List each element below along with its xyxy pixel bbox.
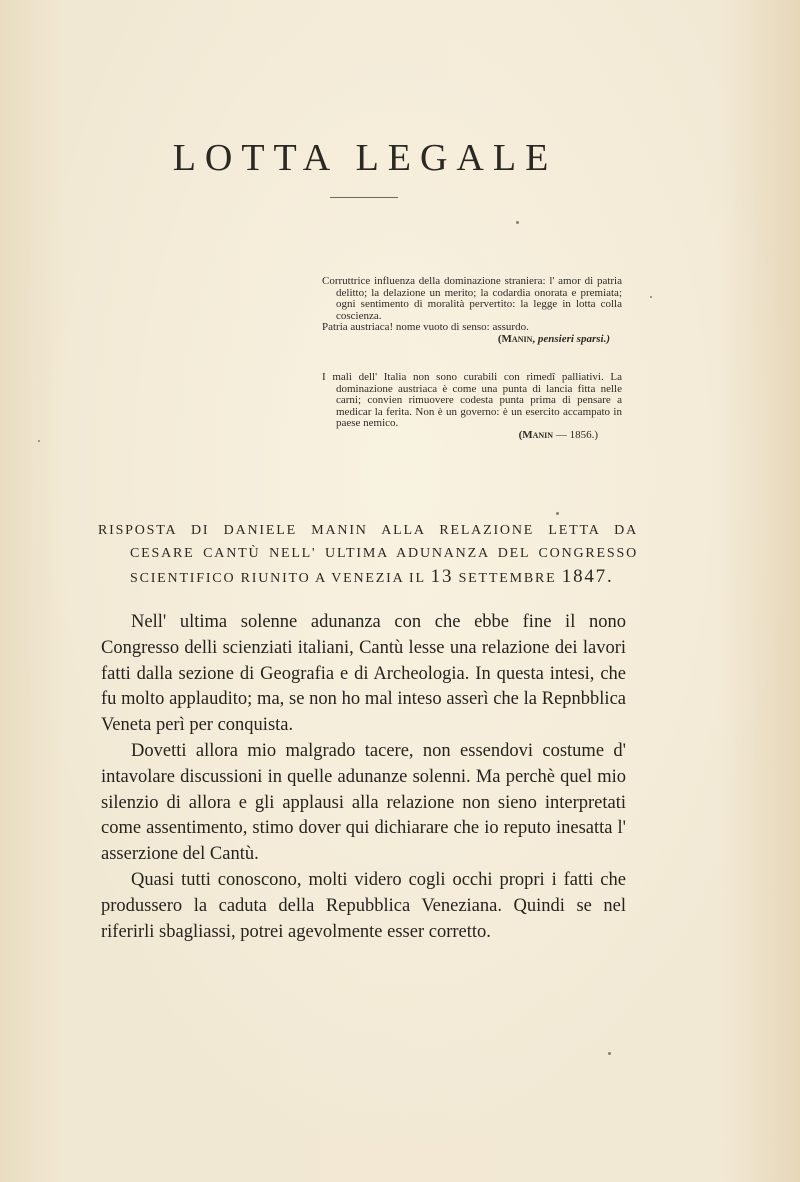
epigraph-1-line-2: Patria austriaca! nome vuoto di senso: assurdo. bbox=[322, 321, 529, 333]
epigraph-2 bbox=[322, 372, 622, 441]
heading-line-1: RISPOSTA DI DANIELE MANIN ALLA RELAZIONE LETTA DA bbox=[98, 523, 638, 538]
paragraph-2: Dovetti allora mio malgrado tacere, non essendovi costume d' intavolare discussioni in quelle adunanze solenni. Ma perchè quel mio silenzio di allora e gli applausi alla relazione non sieno interpretati come assentimento, stimo dover qui dichiarare che io reputo inesatta l' asserzione del Cantù. bbox=[101, 740, 626, 865]
body-text bbox=[101, 610, 626, 945]
epigraph-2-author: (Manin bbox=[518, 428, 554, 441]
epigraph-1-attribution bbox=[322, 334, 622, 346]
paper-speck bbox=[516, 221, 519, 224]
paragraph-3: Quasi tutti conoscono, molti videro cogli occhi propri i fatti che produssero la caduta della Repubblica Veneziana. Quindi se nel riferirli sbagliassi, potrei agevolmente esser corretto. bbox=[101, 869, 626, 942]
heading-year: 1847. bbox=[561, 566, 614, 587]
heading-line-3-text: SCIENTIFICO RIUNITO A VENEZIA IL bbox=[130, 571, 426, 586]
heading-line-2: CESARE CANTÙ NELL' ULTIMA ADUNANZA DEL CONGRESSO bbox=[130, 546, 638, 561]
epigraph-2-line-1: I mali dell' Italia non sono curabili con rimedî palliativi. La dominazione austriaca è come una punta di lancia fitta nelle carni; convien rimuovere codesta punta prima di pensare a medicar la ferita. Non è un governo: è un esercito accampato in paese nemico. bbox=[322, 371, 622, 429]
page-title: LOTTA LEGALE bbox=[172, 137, 558, 179]
epigraph-2-attribution bbox=[322, 430, 622, 442]
heading-day: 13 bbox=[430, 566, 454, 587]
epigraph-1-line-1: Corruttrice influenza della dominazione straniera: l' amor di patria delitto; la delazione un merito; la codardia onorata e premiata; ogni sentimento di moralità pervertito: la legge in lotta colla coscienza. bbox=[322, 275, 622, 322]
heading-line-3 bbox=[98, 565, 638, 590]
epigraph-1-author: (Manin, bbox=[497, 332, 536, 345]
epigraph-1 bbox=[322, 276, 622, 345]
paper-speck bbox=[556, 512, 559, 515]
paper-speck bbox=[38, 440, 40, 442]
epigraph-2-date: — 1856.) bbox=[555, 428, 598, 441]
section-heading bbox=[98, 519, 638, 590]
paragraph-1: Nell' ultima solenne adunanza con che ebbe fine il nono Congresso delli scienziati italiani, Cantù lesse una relazione dei lavori fatti dalla sezione di Geografia e di Archeologia. In questa intesi, che fu molto applaudito; ma, se non ho mal inteso asserì che la Repnbblica Veneta perì per conquista. bbox=[101, 612, 626, 736]
title-rule bbox=[330, 197, 398, 198]
paper-speck bbox=[608, 1052, 611, 1055]
paper-speck bbox=[650, 296, 652, 298]
heading-month: SETTEMBRE bbox=[458, 571, 557, 586]
epigraph-1-work: pensieri sparsi.) bbox=[537, 332, 610, 345]
